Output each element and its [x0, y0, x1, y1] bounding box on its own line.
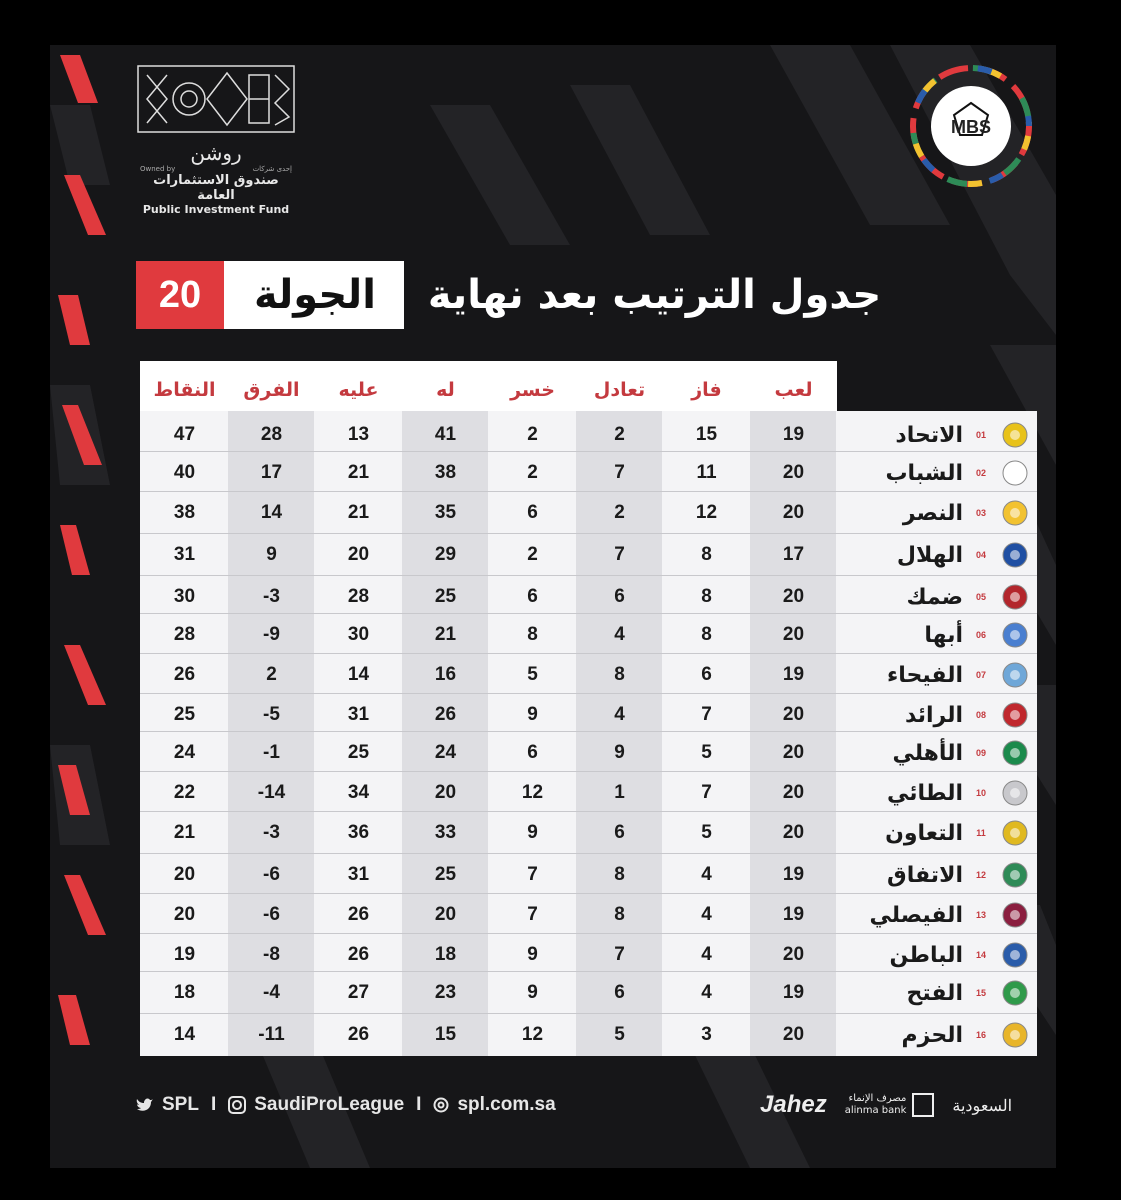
cell-lost: 7 [527, 864, 538, 885]
team-name: الاتفاق [887, 862, 963, 888]
separator: I [210, 1094, 217, 1115]
row-divider [140, 933, 1037, 934]
cell-points: 38 [173, 502, 196, 523]
pif-logo [136, 65, 296, 216]
team-cell [837, 935, 1037, 975]
fund-name-ar: صندوق الاستثمارات العامة [153, 173, 279, 203]
team-position: 10 [975, 788, 986, 798]
cell-won: 6 [701, 664, 712, 685]
cell-lost: 12 [521, 782, 544, 803]
table-row [140, 577, 1037, 617]
team-name: الرائد [905, 702, 963, 728]
team-cell [837, 895, 1037, 935]
cell-goals-for: 38 [434, 462, 457, 483]
team-position: 06 [975, 630, 986, 640]
cell-goals-for: 26 [434, 704, 457, 725]
cell-played: 20 [782, 502, 805, 523]
team-crest-icon [1001, 739, 1029, 767]
team-position: 11 [976, 828, 986, 838]
row-divider [140, 491, 1037, 492]
team-cell [837, 1015, 1037, 1055]
col-goals-for: له [436, 379, 455, 401]
cell-drawn: 7 [614, 462, 625, 483]
cell-goals-against: 21 [347, 462, 370, 483]
cell-played: 20 [782, 782, 805, 803]
round-number: 20 [136, 261, 224, 329]
cell-drawn: 2 [614, 424, 625, 445]
twitter-icon [136, 1097, 154, 1113]
sponsors [760, 1085, 1012, 1125]
cell-lost: 2 [527, 462, 538, 483]
at-icon [433, 1097, 449, 1113]
team-name: الحزم [901, 1022, 963, 1048]
table-row [140, 615, 1037, 655]
team-name: النصر [902, 500, 963, 526]
cell-played: 19 [782, 982, 805, 1003]
cell-goals-for: 25 [434, 864, 457, 885]
team-cell [837, 615, 1037, 655]
cell-goal-difference: 28 [260, 424, 283, 445]
cell-goals-for: 20 [434, 782, 457, 803]
cell-won: 4 [701, 904, 712, 925]
table-header [140, 361, 837, 417]
col-goal-difference: الفرق [243, 379, 300, 401]
table-row [140, 855, 1037, 895]
cell-goal-difference: -14 [257, 782, 286, 803]
cell-goal-difference: 17 [260, 462, 283, 483]
cell-drawn: 8 [614, 664, 625, 685]
website-link[interactable]: spl.com.sa [457, 1094, 556, 1115]
cell-goal-difference: -3 [263, 822, 280, 843]
table-row [140, 453, 1037, 493]
league-logo [908, 63, 1034, 189]
row-divider [140, 771, 1037, 772]
cell-points: 19 [173, 944, 196, 965]
cell-drawn: 8 [614, 864, 625, 885]
team-position: 02 [975, 468, 986, 478]
cell-goal-difference: 2 [266, 664, 277, 685]
cell-points: 21 [173, 822, 196, 843]
cell-points: 20 [173, 904, 196, 925]
team-crest-icon [1001, 541, 1029, 569]
cell-goals-for: 18 [434, 944, 457, 965]
cell-played: 19 [782, 424, 805, 445]
team-position: 03 [975, 508, 986, 518]
team-cell [837, 733, 1037, 773]
cell-won: 8 [701, 586, 712, 607]
cell-lost: 9 [527, 704, 538, 725]
cell-lost: 9 [527, 982, 538, 1003]
footer-social [136, 1094, 556, 1116]
cell-points: 47 [173, 424, 196, 445]
standings-poster [50, 45, 1056, 1168]
cell-goals-against: 34 [347, 782, 370, 803]
cell-goal-difference: -8 [263, 944, 280, 965]
cell-won: 7 [701, 704, 712, 725]
cell-played: 20 [782, 586, 805, 607]
cell-points: 25 [173, 704, 196, 725]
cell-lost: 9 [527, 822, 538, 843]
cell-won: 4 [701, 944, 712, 965]
team-cell [837, 973, 1037, 1013]
instagram-handle[interactable]: SaudiProLeague [254, 1094, 405, 1115]
row-divider [140, 853, 1037, 854]
team-crest-icon [1001, 779, 1029, 807]
team-name: الفتح [906, 980, 963, 1006]
cell-played: 19 [782, 904, 805, 925]
owned-by-en: Owned by [140, 165, 176, 173]
cell-drawn: 8 [614, 904, 625, 925]
team-position: 04 [975, 550, 986, 560]
cell-goals-for: 15 [434, 1024, 457, 1045]
team-cell [837, 577, 1037, 617]
cell-drawn: 7 [614, 544, 625, 565]
cell-goal-difference: -6 [263, 904, 280, 925]
cell-points: 14 [173, 1024, 196, 1045]
col-played: لعب [774, 379, 813, 401]
cell-goals-for: 29 [434, 544, 457, 565]
team-crest-icon [1001, 979, 1029, 1007]
cell-lost: 9 [527, 944, 538, 965]
cell-played: 20 [782, 1024, 805, 1045]
team-name: الفيحاء [887, 662, 963, 688]
team-name: ضمك [906, 584, 963, 610]
cell-points: 24 [173, 742, 196, 763]
cell-goals-against: 25 [347, 742, 370, 763]
row-divider [140, 971, 1037, 972]
cell-drawn: 6 [614, 586, 625, 607]
team-name: الأهلي [892, 740, 963, 766]
team-crest-icon [1001, 661, 1029, 689]
cell-won: 15 [695, 424, 718, 445]
cell-points: 40 [173, 462, 196, 483]
cell-goals-against: 26 [347, 904, 370, 925]
col-points: النقاط [153, 379, 216, 401]
cell-goals-for: 23 [434, 982, 457, 1003]
cell-goals-for: 33 [434, 822, 457, 843]
team-position: 13 [975, 910, 986, 920]
team-crest-icon [1001, 459, 1029, 487]
cell-won: 5 [701, 822, 712, 843]
row-divider [140, 575, 1037, 576]
team-name: الشباب [885, 460, 963, 486]
cell-goal-difference: -6 [263, 864, 280, 885]
team-cell [837, 493, 1037, 533]
team-cell [837, 813, 1037, 853]
cell-goals-for: 41 [434, 424, 457, 445]
instagram-icon [228, 1096, 246, 1114]
table-row [140, 695, 1037, 735]
cell-goal-difference: -4 [263, 982, 280, 1003]
cell-lost: 5 [527, 664, 538, 685]
cell-goals-against: 30 [347, 624, 370, 645]
title-banner [136, 261, 881, 329]
owned-by-ar: إحدى شركات [252, 165, 292, 173]
cell-won: 3 [701, 1024, 712, 1045]
team-position: 14 [975, 950, 986, 960]
table-row [140, 655, 1037, 695]
col-drawn: تعادل [593, 379, 646, 401]
cell-played: 17 [782, 544, 805, 565]
pif-brand-name: روشن [190, 141, 242, 165]
cell-lost: 6 [527, 742, 538, 763]
cell-lost: 12 [521, 1024, 544, 1045]
team-name: أبها [924, 622, 963, 648]
table-row [140, 935, 1037, 975]
cell-played: 20 [782, 742, 805, 763]
table-row [140, 493, 1037, 533]
cell-goals-for: 20 [434, 904, 457, 925]
twitter-handle[interactable]: SPL [162, 1094, 199, 1115]
row-divider [140, 613, 1037, 614]
cell-lost: 8 [527, 624, 538, 645]
cell-played: 20 [782, 944, 805, 965]
cell-won: 8 [701, 544, 712, 565]
team-crest-icon [1001, 1021, 1029, 1049]
cell-played: 20 [782, 822, 805, 843]
cell-goal-difference: -9 [263, 624, 280, 645]
row-divider [140, 693, 1037, 694]
cell-drawn: 1 [614, 782, 625, 803]
cell-goals-against: 14 [347, 664, 370, 685]
team-position: 09 [975, 748, 986, 758]
team-crest-icon [1001, 901, 1029, 929]
cell-goals-against: 27 [347, 982, 370, 1003]
cell-lost: 6 [527, 586, 538, 607]
table-row [140, 535, 1037, 575]
cell-points: 28 [173, 624, 196, 645]
row-divider [140, 1013, 1037, 1014]
table-row [140, 1015, 1037, 1055]
page-title: جدول الترتيب بعد نهاية [427, 272, 882, 318]
cell-drawn: 4 [614, 704, 625, 725]
team-cell [837, 655, 1037, 695]
alinma-icon [912, 1093, 934, 1117]
team-crest-icon [1001, 421, 1029, 449]
row-divider [140, 811, 1037, 812]
team-cell [837, 415, 1037, 455]
team-cell [837, 773, 1037, 813]
table-row [140, 895, 1037, 935]
cell-lost: 7 [527, 904, 538, 925]
cell-played: 20 [782, 624, 805, 645]
cell-lost: 2 [527, 544, 538, 565]
cell-goal-difference: -3 [263, 586, 280, 607]
fund-name-en: Public Investment Fund [142, 203, 290, 216]
cell-goals-for: 24 [434, 742, 457, 763]
col-lost: خسر [510, 379, 555, 401]
team-crest-icon [1001, 583, 1029, 611]
cell-played: 19 [782, 864, 805, 885]
cell-goals-against: 26 [347, 1024, 370, 1045]
cell-goals-against: 31 [347, 704, 370, 725]
cell-lost: 2 [527, 424, 538, 445]
cell-drawn: 4 [614, 624, 625, 645]
red-accent-shapes [50, 45, 130, 1168]
team-name: الفيصلي [869, 902, 963, 928]
cell-points: 26 [173, 664, 196, 685]
cell-won: 4 [701, 864, 712, 885]
cell-drawn: 6 [614, 822, 625, 843]
team-crest-icon [1001, 499, 1029, 527]
cell-won: 7 [701, 782, 712, 803]
team-cell [837, 855, 1037, 895]
cell-goals-against: 13 [347, 424, 370, 445]
league-logo-text: MBS [951, 117, 991, 137]
team-cell [837, 695, 1037, 735]
cell-goal-difference: -1 [263, 742, 280, 763]
alinma-logo [845, 1093, 935, 1117]
col-won: فاز [691, 379, 722, 401]
table-row [140, 973, 1037, 1013]
team-crest-icon [1001, 621, 1029, 649]
cell-points: 30 [173, 586, 196, 607]
cell-goal-difference: -11 [258, 1024, 285, 1045]
cell-played: 19 [782, 664, 805, 685]
cell-drawn: 7 [614, 944, 625, 965]
team-position: 07 [975, 670, 986, 680]
cell-goals-for: 21 [434, 624, 457, 645]
cell-goals-against: 20 [347, 544, 370, 565]
team-name: الهلال [896, 542, 963, 568]
team-position: 08 [975, 710, 986, 720]
cell-won: 5 [701, 742, 712, 763]
cell-goals-against: 21 [347, 502, 370, 523]
saudia-logo: السعودية [952, 1095, 1013, 1115]
cell-drawn: 2 [614, 502, 625, 523]
team-name: التعاون [885, 820, 963, 846]
col-goals-against: عليه [338, 379, 379, 401]
team-crest-icon [1001, 941, 1029, 969]
cell-won: 4 [701, 982, 712, 1003]
alinma-name-en: alinma bank [844, 1105, 907, 1116]
team-name: الطائي [886, 780, 963, 806]
team-crest-icon [1001, 861, 1029, 889]
row-divider [140, 451, 1037, 452]
cell-goals-against: 26 [347, 944, 370, 965]
cell-goals-for: 25 [434, 586, 457, 607]
cell-goal-difference: 14 [260, 502, 283, 523]
team-crest-icon [1001, 701, 1029, 729]
separator: I [416, 1094, 422, 1115]
cell-goals-for: 16 [434, 664, 457, 685]
cell-goals-against: 36 [347, 822, 370, 843]
cell-drawn: 9 [614, 742, 625, 763]
cell-won: 8 [701, 624, 712, 645]
team-crest-icon [1001, 819, 1029, 847]
table-row [140, 733, 1037, 773]
team-name: الاتحاد [895, 422, 963, 448]
alinma-name-ar: مصرف الإنماء [848, 1093, 907, 1104]
team-position: 12 [975, 870, 986, 880]
cell-points: 22 [173, 782, 196, 803]
cell-goals-for: 35 [434, 502, 457, 523]
row-divider [140, 893, 1037, 894]
team-cell [837, 453, 1037, 493]
table-row [140, 773, 1037, 813]
cell-won: 11 [696, 462, 717, 483]
team-position: 15 [975, 988, 986, 998]
title-highlight: الجولة [224, 261, 404, 329]
team-position: 05 [975, 592, 986, 602]
table-row [140, 813, 1037, 853]
jahez-logo: Jahez [760, 1091, 827, 1118]
team-position: 16 [975, 1030, 986, 1040]
team-name: الباطن [889, 942, 963, 968]
team-cell [837, 535, 1037, 575]
cell-points: 18 [173, 982, 196, 1003]
cell-goal-difference: -5 [263, 704, 280, 725]
team-position: 01 [975, 430, 986, 440]
cell-played: 20 [782, 462, 805, 483]
cell-points: 31 [173, 544, 196, 565]
cell-goal-difference: 9 [266, 544, 277, 565]
row-divider [140, 533, 1037, 534]
cell-lost: 6 [527, 502, 538, 523]
cell-played: 20 [782, 704, 805, 725]
standings-table [140, 411, 1037, 1056]
cell-goals-against: 28 [347, 586, 370, 607]
row-divider [140, 653, 1037, 654]
row-divider [140, 731, 1037, 732]
cell-drawn: 5 [614, 1024, 625, 1045]
cell-won: 12 [695, 502, 718, 523]
cell-goals-against: 31 [347, 864, 370, 885]
cell-points: 20 [173, 864, 196, 885]
pif-pattern-icon [137, 65, 295, 133]
table-row [140, 415, 1037, 455]
cell-drawn: 6 [614, 982, 625, 1003]
